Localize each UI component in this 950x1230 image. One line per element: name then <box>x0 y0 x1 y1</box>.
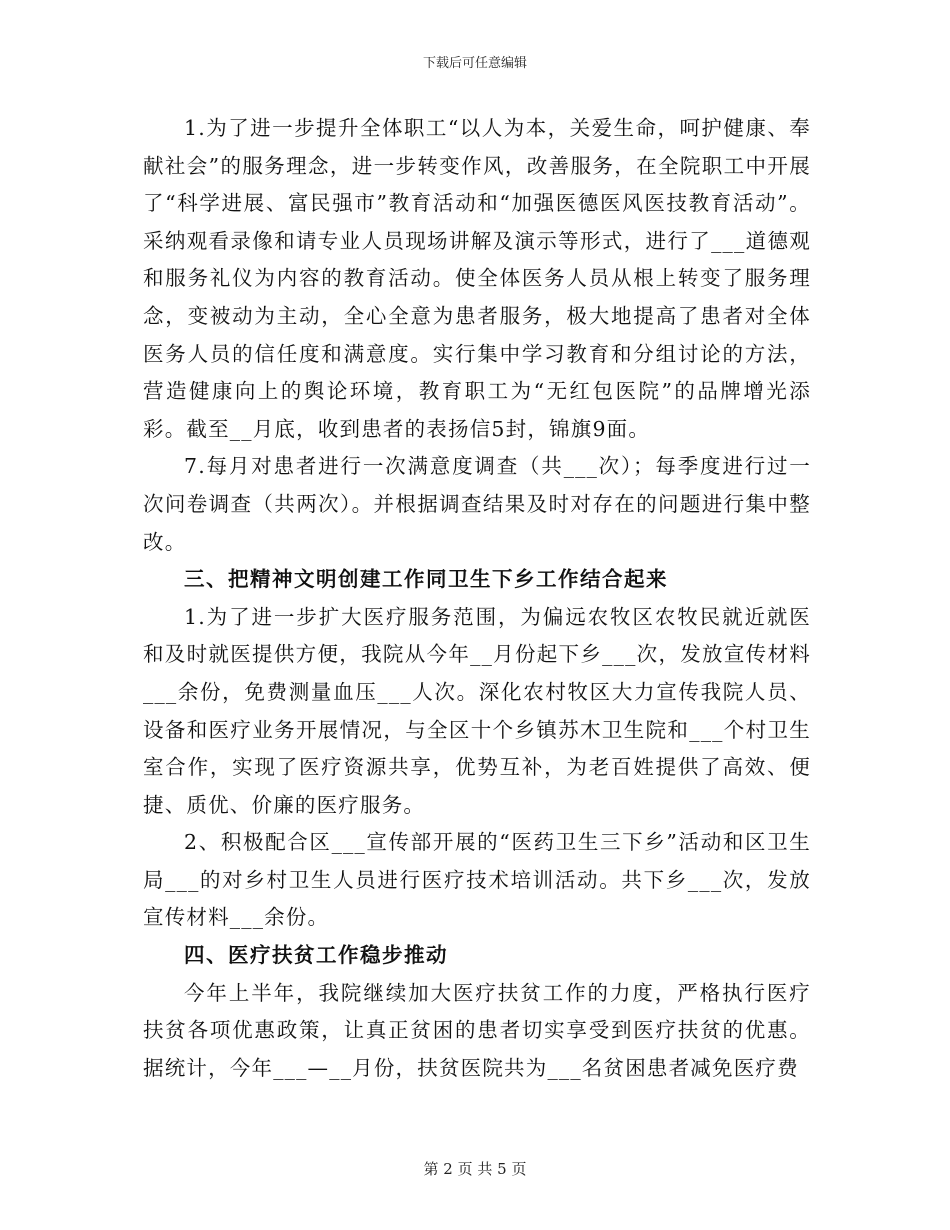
paragraph: 1.为了进一步提升全体职工“以人为本，关爱生命，呵护健康、奉献社会”的服务理念，进一步转变作风，改善服务，在全院职工中开展了“科学进展、富民强市”教育活动和“加强医德医风医技教育活动”。采纳观看录像和请专业人员现场讲解及演示等形式，进行了___道德观和服务礼仪为内容的教育活动。使全体医务人员从根上转变了服务理念，变被动为主动，全心全意为患者服务，极大地提高了患者对全体医务人员的信任度和满意度。实行集中学习教育和分组讨论的方法，营造健康向上的舆论环境，教育职工为“无红包医院”的品牌增光添彩。截至__月底，收到患者的表扬信5封，锦旗9面。 <box>143 116 811 441</box>
section-heading: 四、医疗扶贫工作稳步推动 <box>184 943 448 968</box>
paragraph: 今年上半年，我院继续加大医疗扶贫工作的力度，严格执行医疗扶贫各项优惠政策，让真正贫困的患者切实享受到医疗扶贫的优惠。据统计，今年___—__月份，扶贫医院共为___名贫困患者减免医疗费 <box>143 980 811 1080</box>
section-heading: 三、把精神文明创建工作同卫生下乡工作结合起来 <box>184 567 668 592</box>
paragraph: 2、积极配合区___宣传部开展的“医药卫生三下乡”活动和区卫生局___的对乡村卫生人员进行医疗技术培训活动。共下乡___次，发放宣传材料___余份。 <box>143 830 811 930</box>
paragraph: 1.为了进一步扩大医疗服务范围，为偏远农牧区农牧民就近就医和及时就医提供方便，我院从今年__月份起下乡___次，发放宣传材料___余份，免费测量血压___人次。深化农村牧区大力宣传我院人员、设备和医疗业务开展情况，与全区十个乡镇苏木卫生院和___个村卫生室合作，实现了医疗资源共享，优势互补，为老百姓提供了高效、便捷、质优、价廉的医疗服务。 <box>143 604 811 817</box>
page-header: 下载后可任意编辑 <box>422 56 527 71</box>
document-body <box>143 110 811 1087</box>
page-footer: 第 2 页 共 5 页 <box>423 1160 527 1178</box>
paragraph: 7.每月对患者进行一次满意度调查（共___次）；每季度进行过一次问卷调查（共两次）。并根据调查结果及时对存在的问题进行集中整改。 <box>143 454 811 554</box>
